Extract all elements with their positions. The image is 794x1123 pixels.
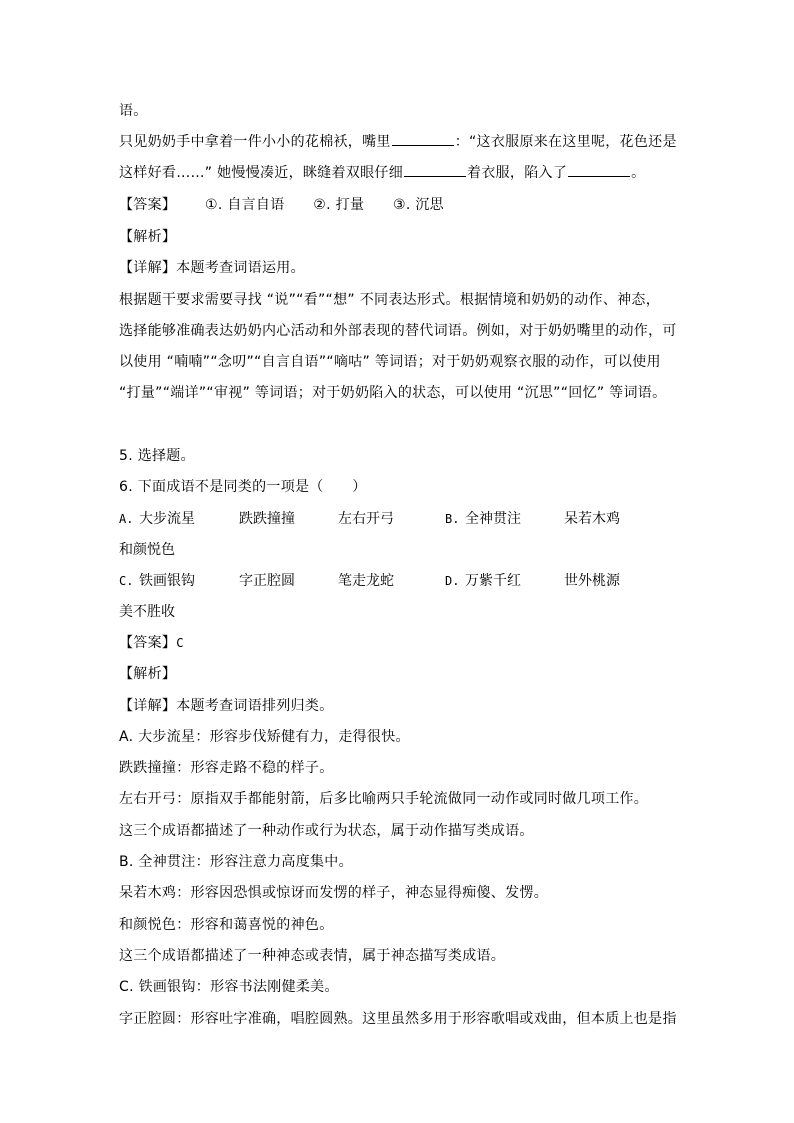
- explanation-line: “打量”“端详”“审视” 等词语；对于奶奶陷入的状态，可以使用 “沉思”“回忆” 等词语。: [119, 385, 667, 401]
- explanation-line: 以使用 “喃喃”“念叨”“自言自语”“嘀咕” 等词语；对于奶奶观察衣服的动作，可以使用: [119, 354, 661, 370]
- option-a-word: 大步流星: [139, 511, 195, 527]
- answer-item-2: ②. 打量: [313, 197, 365, 213]
- explanation-line: 选择能够准确表达奶奶内心活动和外部表现的替代词语。例如，对于奶奶嘴里的动作，可: [119, 323, 677, 339]
- passage-text: 这样好看……” 她慢慢凑近，眯缝着双眼仔细: [119, 165, 404, 181]
- explanation-line: B. 全神贯注：形容注意力高度集中。: [119, 854, 353, 870]
- q4-answer: [119, 196, 444, 214]
- explanation-line: 和颜悦色：形容和蔼喜悦的神色。: [119, 917, 334, 933]
- passage-text: 。: [631, 165, 646, 181]
- passage-text: ：“这衣服原来在这里呢，花色还是: [454, 134, 677, 150]
- detail-text: 本题考查词语运用。: [176, 260, 305, 276]
- option-c-word: 铁画银钩: [139, 573, 195, 589]
- option-label-a: A.: [119, 512, 134, 526]
- answer-value: C: [176, 636, 184, 650]
- explanation-line: 这三个成语都描述了一种动作或行为状态，属于动作描写类成语。: [119, 823, 534, 839]
- option-label-c: C.: [119, 574, 134, 588]
- option-d-word: 万紫千红: [465, 573, 521, 589]
- q6-detail: [119, 697, 334, 715]
- question-stem: 6. 下面成语不是同类的一项是（ ）: [119, 479, 367, 495]
- q6-analysis-label: 【解析】: [119, 666, 177, 682]
- answer-label: 【答案】: [119, 635, 177, 651]
- q4-detail: [119, 259, 305, 277]
- explanation-line: 左右开弓：原指双手都能射箭，后多比喻两只手轮流做同一动作或同时做几项工作。: [119, 791, 649, 807]
- detail-label: 【详解】: [119, 260, 177, 276]
- option-a-word: 左右开弓: [338, 511, 394, 527]
- explanation-line: C. 铁画银钩：形容书法刚健柔美。: [119, 979, 339, 995]
- answer-item-3: ③. 沉思: [393, 197, 444, 213]
- detail-text: 本题考查词语排列归类。: [176, 698, 334, 714]
- q6-answer: [119, 634, 184, 652]
- option-b-word: 和颜悦色: [119, 542, 175, 558]
- section-heading: 5. 选择题。: [119, 448, 195, 464]
- fill-blank-3: [568, 164, 630, 177]
- q4-analysis-label: 【解析】: [119, 229, 177, 245]
- explanation-line: 呆若木鸡：形容因恐惧或惊讶而发愣的样子，神态显得痴傻、发愣。: [119, 885, 548, 901]
- explanation-line: A. 大步流星：形容步伐矫健有力，走得很快。: [119, 729, 410, 745]
- option-label-b: B.: [445, 512, 460, 526]
- explanation-line: 跌跌撞撞：形容走路不稳的样子。: [119, 760, 334, 776]
- option-c-word: 笔走龙蛇: [338, 573, 394, 589]
- passage-text: 只见奶奶手中拿着一件小小的花棉袄，嘴里: [119, 134, 391, 150]
- option-b-word: 呆若木鸡: [564, 511, 620, 527]
- option-label-d: D.: [445, 574, 460, 588]
- passage-text: 着衣服，陷入了: [467, 165, 568, 181]
- text-fragment: 语。: [119, 103, 148, 119]
- explanation-line: 这三个成语都描述了一种神态或表情，属于神态描写类成语。: [119, 948, 506, 964]
- fill-blank-1: [392, 133, 454, 146]
- fill-blank-2: [404, 164, 466, 177]
- explanation-line: 字正腔圆：形容吐字准确，唱腔圆熟。这里虽然多用于形容歌唱或戏曲，但本质上也是指: [119, 1011, 677, 1027]
- option-c-word: 字正腔圆: [239, 573, 295, 589]
- explanation-line: 根据题干要求需要寻找 “说”“看”“想” 不同表达形式。根据情境和奶奶的动作、神态，: [119, 292, 661, 308]
- option-d-word: 世外桃源: [564, 573, 620, 589]
- detail-label: 【详解】: [119, 698, 177, 714]
- passage-line-2: [119, 164, 645, 182]
- passage-line-1: [119, 133, 677, 151]
- option-b-word: 全神贯注: [465, 511, 521, 527]
- option-a-word: 跌跌撞撞: [239, 511, 295, 527]
- answer-item-1: ①. 自言自语: [204, 197, 285, 213]
- option-d-word: 美不胜收: [119, 604, 175, 620]
- answer-label: 【答案】: [119, 197, 177, 213]
